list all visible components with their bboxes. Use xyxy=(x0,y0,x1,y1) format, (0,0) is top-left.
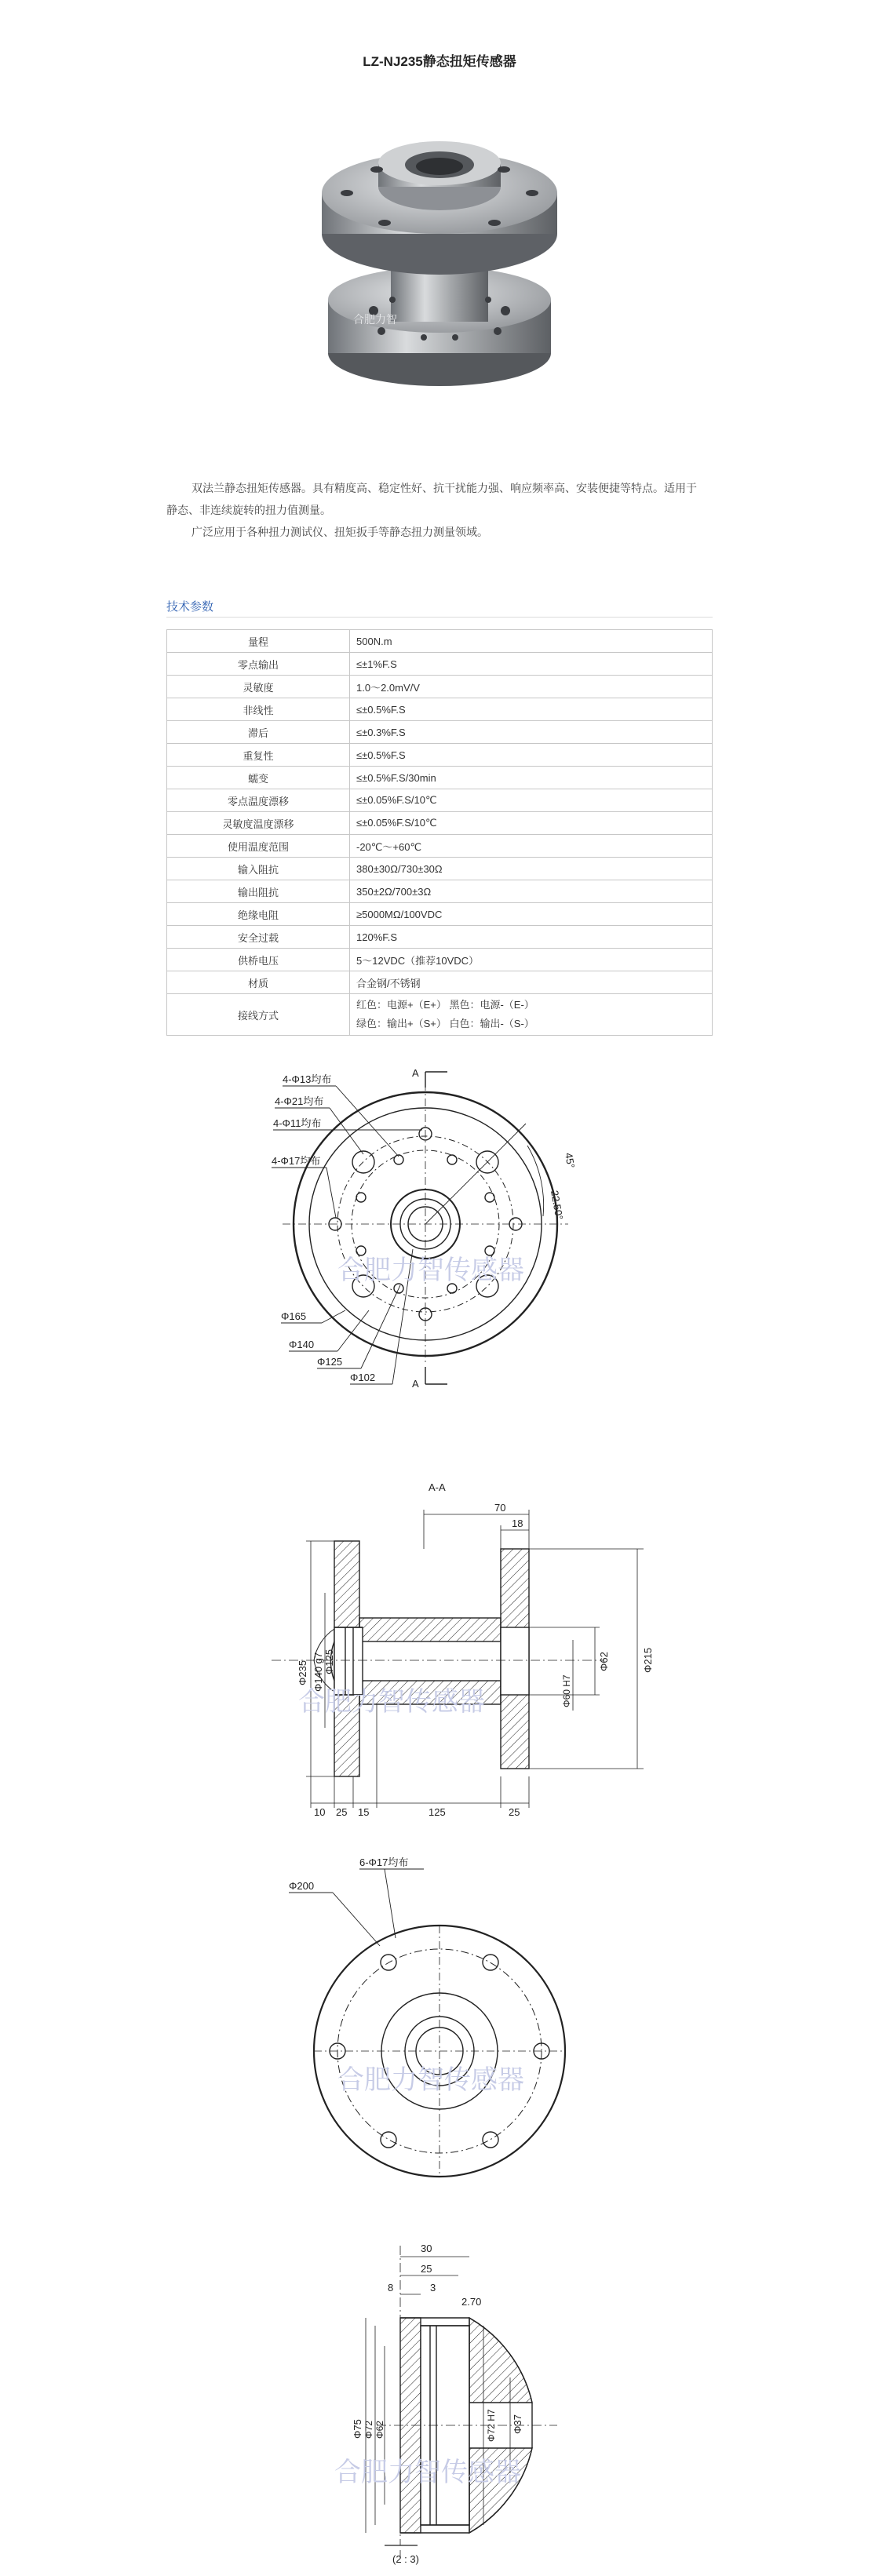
wiring-line: 红色：电源+（E+） 黑色：电源-（E-） xyxy=(356,999,534,1011)
spec-value: 5～12VDC（推荐10VDC） xyxy=(350,949,713,971)
spec-label: 灵敏度温度漂移 xyxy=(167,812,350,835)
drawing-watermark: 合肥力智传感器 xyxy=(337,2066,524,2095)
dimension-label: 2.70 xyxy=(461,2296,482,2308)
spec-value: ≤±0.3%F.S xyxy=(350,721,713,744)
spec-label: 绝缘电阻 xyxy=(167,903,350,926)
table-row xyxy=(167,630,713,653)
dimension-label: 18 xyxy=(512,1518,523,1529)
spec-value: -20℃～+60℃ xyxy=(350,835,713,858)
table-row xyxy=(167,994,713,1036)
dimension-label: 25 xyxy=(509,1806,520,1818)
spec-value: 500N.m xyxy=(350,630,713,653)
spec-value: 120%F.S xyxy=(350,926,713,949)
table-row xyxy=(167,835,713,858)
table-row xyxy=(167,653,713,676)
diameter-label: Φ102 xyxy=(350,1372,376,1383)
drawing-watermark: 合肥力智传感器 xyxy=(334,2458,521,2487)
product-title: LZ-NJ235静态扭矩传感器 xyxy=(363,54,516,69)
spec-label: 材质 xyxy=(167,971,350,994)
product-photo xyxy=(306,118,573,400)
spec-label: 供桥电压 xyxy=(167,949,350,971)
spec-value: 合金钢/不锈钢 xyxy=(350,971,713,994)
dimension-label: 25 xyxy=(421,2263,432,2275)
dimension-label: Φ60 H7 xyxy=(561,1674,572,1707)
table-row xyxy=(167,926,713,949)
dimension-label: Φ125 xyxy=(323,1649,335,1674)
hole-label: 4-Φ21均布 xyxy=(275,1095,324,1107)
dimension-label: 70 xyxy=(494,1502,506,1514)
spec-label: 量程 xyxy=(167,630,350,653)
hole-label: 4-Φ17均布 xyxy=(272,1155,321,1167)
spec-label: 滞后 xyxy=(167,721,350,744)
rear-view-drawing xyxy=(267,1852,612,2181)
dimension-label: 30 xyxy=(421,2243,432,2254)
table-row xyxy=(167,949,713,971)
spec-label: 接线方式 xyxy=(167,994,350,1036)
dimension-label: 8 xyxy=(388,2282,394,2294)
diameter-label: Φ200 xyxy=(289,1880,315,1892)
spec-label: 零点输出 xyxy=(167,653,350,676)
spec-label: 零点温度漂移 xyxy=(167,789,350,812)
spec-table xyxy=(166,629,713,1036)
spec-value: ≥5000MΩ/100VDC xyxy=(350,903,713,926)
specs-heading: 技术参数 xyxy=(166,600,214,614)
dimension-label: 3 xyxy=(430,2282,436,2294)
spec-label: 蠕变 xyxy=(167,767,350,789)
product-description xyxy=(166,477,700,543)
dimension-label: Φ72 xyxy=(363,2421,374,2439)
description-paragraph: 广泛应用于各种扭力测试仪、扭矩扳手等静态扭力测量领域。 xyxy=(191,526,488,538)
section-mark: A xyxy=(412,1067,419,1079)
table-row xyxy=(167,721,713,744)
drawing-watermark: 合肥力智传感器 xyxy=(337,1256,524,1285)
spec-label: 重复性 xyxy=(167,744,350,767)
spec-value: ≤±1%F.S xyxy=(350,653,713,676)
spec-value: ≤±0.05%F.S/10℃ xyxy=(350,789,713,812)
dimension-label: Φ72 H7 xyxy=(486,2409,497,2442)
table-row xyxy=(167,812,713,835)
hole-label: 4-Φ11均布 xyxy=(273,1117,322,1129)
detail-view-drawing xyxy=(283,2228,612,2566)
angle-label: 45° xyxy=(563,1151,578,1169)
dimension-label: 125 xyxy=(429,1806,446,1818)
dimension-label: 15 xyxy=(358,1806,370,1818)
spec-label: 安全过载 xyxy=(167,926,350,949)
spec-label: 输入阻抗 xyxy=(167,858,350,880)
dimension-label: Φ62 xyxy=(598,1652,610,1671)
dimension-label: Φ215 xyxy=(642,1647,654,1673)
hole-label: 6-Φ17均布 xyxy=(359,1856,409,1868)
table-row xyxy=(167,698,713,721)
spec-value: ≤±0.5%F.S xyxy=(350,744,713,767)
spec-value: 380±30Ω/730±30Ω xyxy=(350,858,713,880)
spec-label: 输出阻抗 xyxy=(167,880,350,903)
spec-value xyxy=(350,994,713,1036)
spec-value: ≤±0.5%F.S xyxy=(350,698,713,721)
table-row xyxy=(167,767,713,789)
table-row xyxy=(167,880,713,903)
diameter-label: Φ125 xyxy=(317,1356,343,1368)
table-row xyxy=(167,971,713,994)
spec-value: 350±2Ω/700±3Ω xyxy=(350,880,713,903)
diameter-label: Φ165 xyxy=(281,1310,307,1322)
dimension-label: Φ140 g7 xyxy=(312,1652,324,1692)
table-row xyxy=(167,903,713,926)
table-row xyxy=(167,789,713,812)
spec-label: 使用温度范围 xyxy=(167,835,350,858)
hole-label: 4-Φ13均布 xyxy=(283,1073,332,1085)
dimension-label: 25 xyxy=(336,1806,348,1818)
dimension-label: Φ75 xyxy=(352,2419,363,2439)
divider xyxy=(166,617,713,618)
dimension-label: Φ235 xyxy=(297,1660,308,1685)
table-row xyxy=(167,858,713,880)
diameter-label: Φ140 xyxy=(289,1339,315,1350)
section-view-drawing xyxy=(196,1475,683,1820)
table-row xyxy=(167,744,713,767)
drawing-watermark: 合肥力智传感器 xyxy=(298,1688,485,1717)
section-title: A-A xyxy=(429,1481,446,1493)
dimension-label: 10 xyxy=(314,1806,326,1818)
scale-label: (2 : 3) xyxy=(392,2553,419,2565)
spec-label: 灵敏度 xyxy=(167,676,350,698)
photo-watermark: 合肥力智 xyxy=(353,313,397,326)
spec-value: ≤±0.5%F.S/30min xyxy=(350,767,713,789)
description-paragraph: 双法兰静态扭矩传感器。具有精度高、稳定性好、抗干扰能力强、响应频率高、安装便捷等特点。适用于静态、非连续旋转的扭力值测量。 xyxy=(166,482,697,516)
spec-value: ≤±0.05%F.S/10℃ xyxy=(350,812,713,835)
angle-label: 22.50° xyxy=(549,1189,566,1221)
spec-label: 非线性 xyxy=(167,698,350,721)
dimension-label: Φ62 xyxy=(374,2421,385,2439)
spec-value: 1.0～2.0mV/V xyxy=(350,676,713,698)
table-row xyxy=(167,676,713,698)
section-mark: A xyxy=(412,1378,419,1390)
wiring-line: 绿色：输出+（S+） 白色：输出-（S-） xyxy=(356,1018,534,1029)
front-view-drawing xyxy=(251,1051,644,1405)
dimension-label: Φ37 xyxy=(512,2414,523,2434)
